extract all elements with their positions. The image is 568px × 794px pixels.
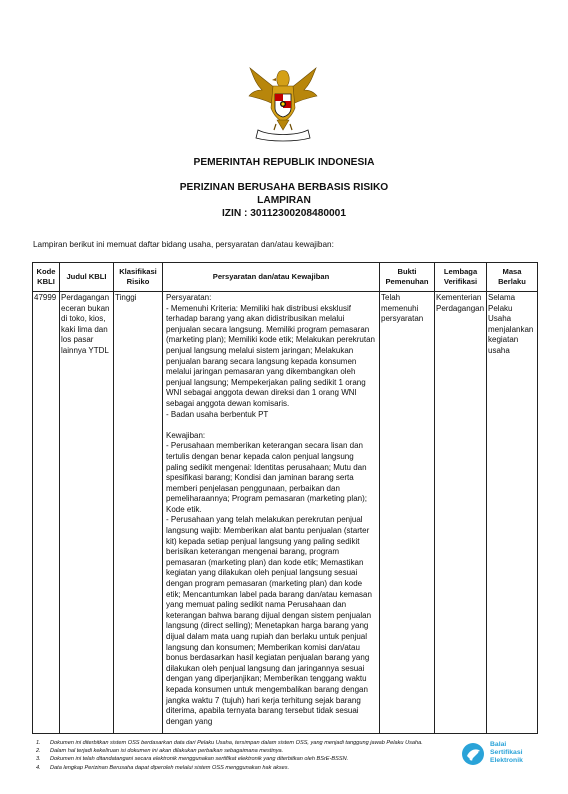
cell-masa-berlaku: Selama Pelaku Usaha menjalankan kegiatan usaha bbox=[487, 292, 538, 735]
bsre-logo-text: Balai Sertifikasi Elektronik bbox=[490, 741, 523, 764]
document-subtitle: LAMPIRAN bbox=[257, 195, 311, 206]
footnote-item: 1. Dokumen ini diterbitkan sistem OSS berdasarkan data dari Pelaku Usaha, tersimpan dalam sistem OSS, yang menjadi tanggung jawab Pelaku Usaha. bbox=[36, 740, 423, 746]
header-kode-kbli: Kode KBLI bbox=[33, 263, 60, 292]
izin-number: IZIN : 30112300208480001 bbox=[221, 208, 347, 219]
footnote-item: 3. Dokumen ini telah ditandatangani secara elektronik menggunakan sertifikat elektronik yang diterbitkan oleh BSrE-BSSN. bbox=[36, 756, 349, 763]
header-bukti-pemenuhan: Bukti Pemenuhan bbox=[380, 263, 435, 292]
garuda-emblem-icon bbox=[246, 64, 320, 144]
table-header-row bbox=[33, 263, 538, 292]
cell-judul-kbli: Perdagangan eceran bukan di toko, kios, kaki lima dan los pasar lainnya YTDL bbox=[60, 292, 114, 735]
table-row bbox=[33, 292, 538, 735]
header-judul-kbli: Judul KBLI bbox=[60, 263, 114, 292]
cell-klasifikasi-risiko: Tinggi bbox=[114, 292, 163, 735]
intro-text: Lampiran berikut ini memuat daftar bidang usaha, persyaratan dan/atau kewajiban: bbox=[33, 240, 334, 249]
document-title: PERIZINAN BERUSAHA BERBASIS RISIKO bbox=[179, 182, 389, 193]
footnote-item: 4. Data lengkap Perizinan Berusaha dapat diperoleh melalui sistem OSS menggunakan hak akses. bbox=[36, 764, 290, 771]
footnotes-list bbox=[36, 739, 466, 772]
footer-divider bbox=[32, 733, 537, 734]
government-heading: PEMERINTAH REPUBLIK INDONESIA bbox=[193, 157, 375, 168]
header-masa-berlaku: Masa Berlaku bbox=[487, 263, 538, 292]
header-klasifikasi-risiko: Klasifikasi Risiko bbox=[114, 263, 163, 292]
footnote-item: 2. Dalam hal terjadi kekeliruan isi dokumen ini akan dilakukan perbaikan sebagaimana mestinya. bbox=[36, 748, 284, 755]
header-lembaga-verifikasi: Lembaga Verifikasi bbox=[435, 263, 487, 292]
cell-kode-kbli: 47999 bbox=[33, 292, 60, 735]
cell-persyaratan: Persyaratan: - Memenuhi Kriteria: Memiliki hak distribusi eksklusif terhadap barang yang akan didistribusikan melalui penjualan secara langsung. Memiliki program pemasaran (marketing plan); Memiliki kode etik; Melakukan perekrutan penjual langsung melalui sistem jaringan; Melakukan penjualan barang secara langsung kepada konsumen melalui jaringan pemasaran yang dikembangkan oleh penjual langsung; Mempekerjakan paling sedikit 1 orang WNI sebagai anggota dewan direksi dan 1 orang WNI sebagai anggota dewan komisaris. - Badan usaha berbentuk PT Kewajiban: - Perusahaan memberikan keterangan secara lisan dan tertulis dengan benar kepada calon penjual langsung paling sedikit mengenai: Identitas perusahaan; Mutu dan spesifikasi barang; Kondisi dan jaminan barang serta memberi penjelasan penggunaan, perbaikan dan pemeliharaannya; Program pemasaran (marketing plan); Kode etik. - Perusahaan yang telah melakukan perekrutan penjual langsung wajib: Memberikan alat bantu penjualan (starter kit) kepada setiap penjual langsung yang paling sedikit berisikan keterangan mengenai barang, program pemasaran (marketing plan) dan kode etik; Memastikan kegiatan yang dilakukan oleh penjual langsung sesuai dengan program pemasaran (marketing plan) dan kode etik; Mencantumkan label pada barang dan/atau kemasan yang memuat paling sedikit nama Perusahaan dan keterangan bahwa barang dijual dengan sistem penjualan langsung (direct selling); Menetapkan harga barang yang dijual dalam mata uang rupiah dan berlaku untuk penjual langsung dan konsumen; Memberikan komisi dan/atau bonus berdasarkan hasil kegiatan penjualan barang yang dilakukan oleh penjual langsung dan jaringannya sesuai dengan yang diperjanjikan; Memberikan tenggang waktu kepada konsumen untuk mengembalikan barang dengan jangka waktu 7 (tujuh) hari kerja terhitung sejak barang diterima, apabila ternyata barang tersebut tidak sesuai dengan yang bbox=[163, 292, 380, 735]
cell-lembaga-verifikasi: Kementerian Perdagangan bbox=[435, 292, 487, 735]
permit-table bbox=[32, 262, 538, 734]
cell-bukti-pemenuhan: Telah memenuhi persyaratan bbox=[380, 292, 435, 735]
header-persyaratan: Persyaratan dan/atau Kewajiban bbox=[163, 263, 380, 292]
